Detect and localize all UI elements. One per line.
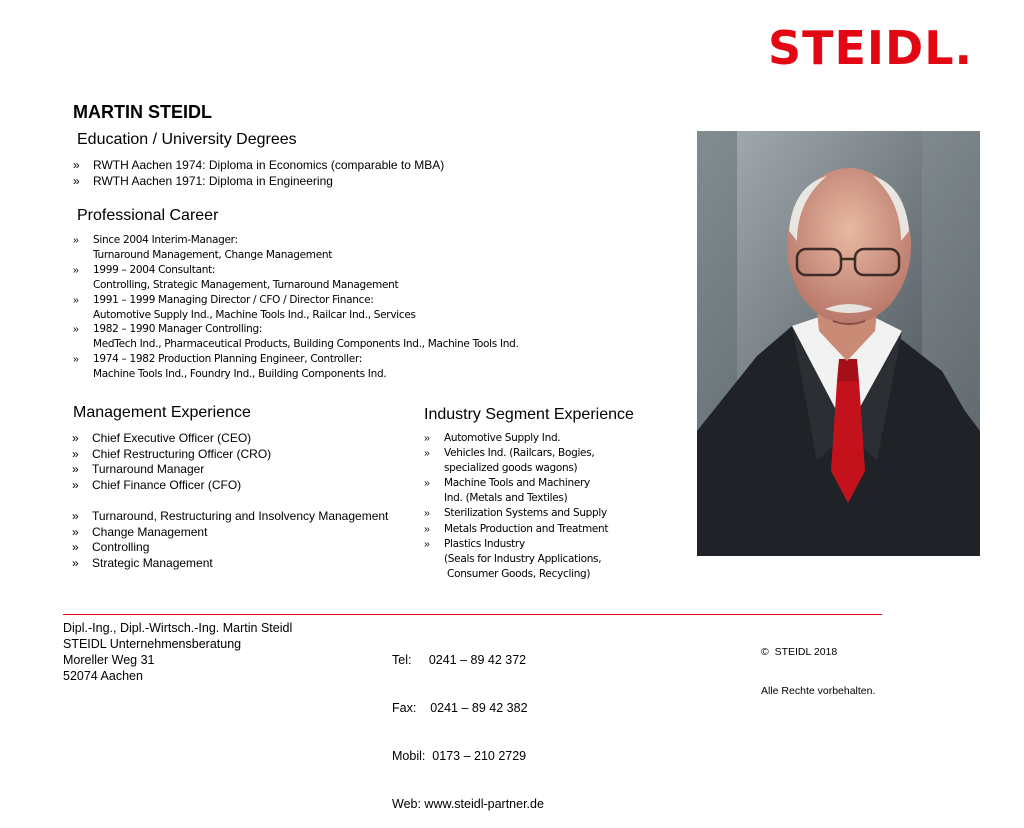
bullet-marker: » [424,447,430,460]
footer-name-line: Dipl.-Ing., Dipl.-Wirtsch.-Ing. Martin Steidl [63,621,293,635]
industry-heading: Industry Segment Experience [424,406,634,423]
list-item: » Chief Executive Officer (CEO) [72,431,252,445]
bullet-marker: » [72,477,79,492]
list-item: » 1982 – 1990 Manager Controlling: MedTech Ind., Pharmaceutical Products, Building Components Ind., Machine Tools Ind. [73,323,519,351]
bullet-marker: » [424,507,430,520]
education-heading: Education / University Degrees [77,131,297,148]
bullet-marker: » [73,234,79,246]
list-item: » Since 2004 Interim-Manager: Turnaround Management, Change Management [73,234,333,261]
bullet-marker: » [424,477,430,490]
list-item: » Automotive Supply Ind. [424,431,608,446]
bullet-marker: » [72,431,79,445]
bullet-marker: » [72,462,79,477]
industry-list [424,431,608,582]
copyright-line: © STEIDL 2018 [761,646,838,658]
list-item: » Turnaround Manager [72,462,205,477]
bullet-marker: » [424,537,430,550]
list-item: » Metals Production and Treatment [424,522,608,537]
bullet-marker: » [73,263,79,276]
footer-city-line: 52074 Aachen [63,669,143,683]
list-item: » Chief Finance Officer (CFO) [72,477,242,492]
list-item: » Machine Tools and Machinery Ind. (Metals and Textiles) [424,477,590,505]
bullet-marker: » [73,158,80,172]
rights-line: Alle Rechte vorbehalten. [761,685,876,697]
list-item: » RWTH Aachen 1974: Diploma in Economics (comparable to MBA) [73,158,445,172]
footer-mobile-line: Mobil: 0173 – 210 2729 [392,749,527,763]
bullet-marker: » [73,293,79,306]
footer-fax-line: Fax: 0241 – 89 42 382 [392,701,528,715]
list-item: » RWTH Aachen 1971: Diploma in Engineering [73,174,333,188]
footer-contact [392,620,544,828]
portrait-illustration [697,131,980,556]
bullet-marker: » [72,540,79,555]
bullet-marker: » [424,522,430,535]
bullet-marker: » [72,555,79,570]
list-item: » Chief Restructuring Officer (CRO) [72,446,272,461]
list-item: » Plastics Industry (Seals for Industry Applications, Consumer Goods, Recycling) [424,537,602,580]
bullet-marker: » [72,446,79,461]
footer-tel-line: Tel: 0241 – 89 42 372 [392,653,527,667]
portrait-photo [697,131,980,556]
bullet-marker: » [72,509,79,523]
footer-address [63,620,292,684]
management-heading: Management Experience [73,404,251,421]
career-heading: Professional Career [77,207,219,224]
bullet-marker: » [72,524,79,539]
person-name: MARTIN STEIDL [73,102,212,122]
education-list [73,157,444,189]
bullet-marker: » [73,353,79,366]
management-roles-list [72,431,271,493]
list-item: » 1974 – 1982 Production Planning Engineer, Controller: Machine Tools Ind., Foundry Ind., Building Components Ind. [73,353,387,381]
management-areas-list [72,509,388,571]
list-item: » 1991 – 1999 Managing Director / CFO / Director Finance: Automotive Supply Ind., Machine Tools Ind., Railcar Ind., Services [73,293,416,321]
bullet-marker: » [73,323,79,336]
footer-street-line: Moreller Weg 31 [63,653,155,667]
bullet-marker: » [424,432,430,444]
list-item: » Change Management [72,524,208,539]
list-item: » Turnaround, Restructuring and Insolvency Management [72,509,389,523]
list-item: » Strategic Management [72,555,213,570]
list-item: » Sterilization Systems and Supply [424,506,608,521]
footer-copyright [761,620,875,711]
footer-divider [63,614,882,615]
list-item: » Vehicles Ind. (Railcars, Bogies, specialized goods wagons) [424,447,595,475]
list-item: » Controlling [72,540,150,555]
footer-web-link[interactable]: Web: www.steidl-partner.de [392,797,544,811]
company-logo: STEIDL. [768,21,974,75]
bullet-marker: » [73,174,80,188]
footer-company-line: STEIDL Unternehmensberatung [63,637,242,651]
career-list [73,233,519,382]
list-item: » 1999 – 2004 Consultant: Controlling, Strategic Management, Turnaround Management [73,263,399,291]
